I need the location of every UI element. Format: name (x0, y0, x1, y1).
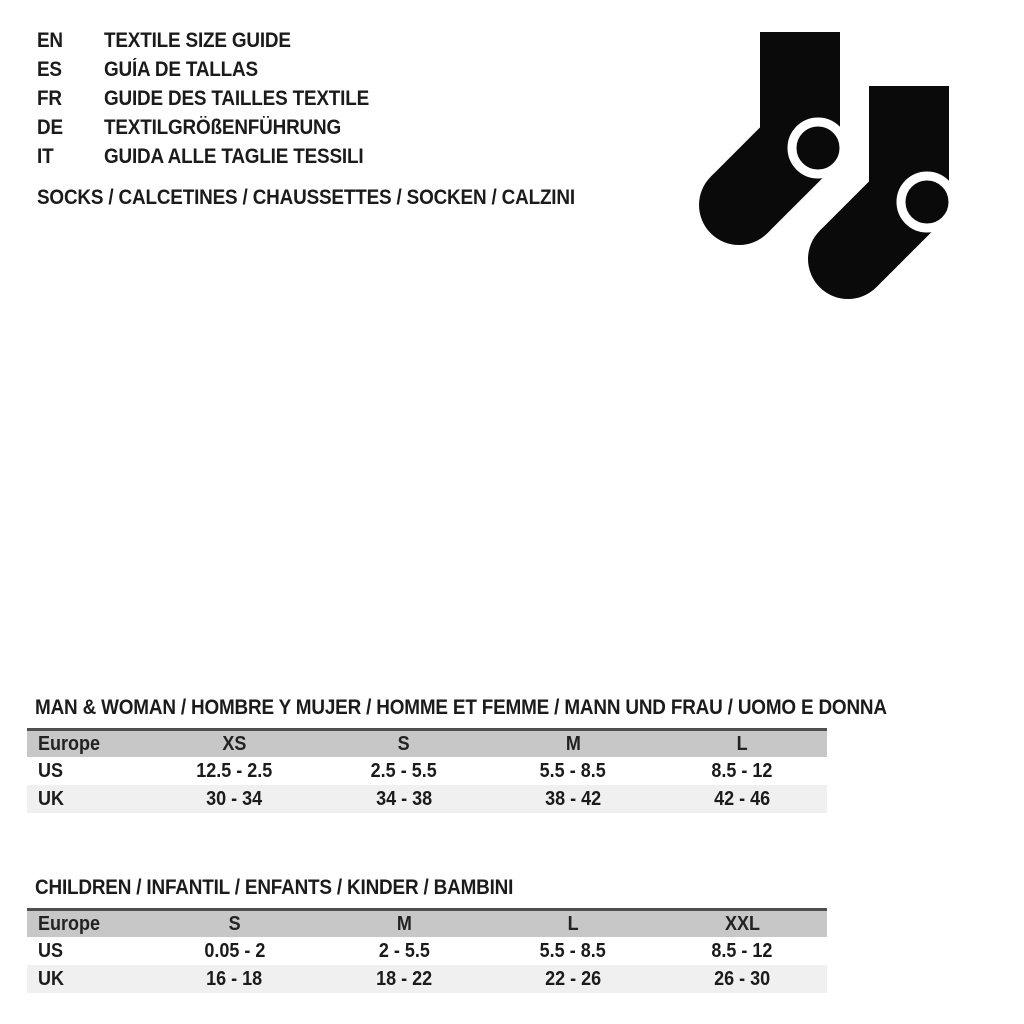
size-value-cell (658, 788, 827, 811)
language-code-text: IT (37, 145, 54, 168)
product-category-text: SOCKS / CALCETINES / CHAUSSETTES / SOCKEN / CALZINI (37, 186, 575, 209)
children-table-title (35, 877, 566, 899)
language-code (37, 84, 104, 113)
row-label-uk (27, 788, 150, 811)
size-value-text: 34 - 38 (375, 787, 432, 810)
product-category-line (37, 187, 635, 209)
size-value-cell (319, 968, 488, 991)
size-value-cell (319, 760, 488, 783)
language-code-text: DE (37, 116, 63, 139)
header-cell-text: M (396, 912, 412, 935)
size-value-cell (658, 940, 827, 963)
language-code (37, 26, 104, 55)
language-row-en (37, 26, 398, 55)
language-code (37, 55, 104, 84)
column-header-size-m (489, 733, 658, 756)
language-code (37, 142, 104, 171)
size-value-cell (150, 940, 319, 963)
size-value-text: 22 - 26 (545, 967, 602, 990)
row-label-us (27, 940, 150, 963)
column-header-size-l (489, 913, 658, 936)
size-value-cell (489, 940, 658, 963)
size-value-cell (150, 968, 319, 991)
size-value-text: 16 - 18 (206, 967, 263, 990)
language-row-fr (37, 84, 398, 113)
column-header-size-m (319, 913, 488, 936)
guide-title-fr: GUIDE DES TAILLES TEXTILE (104, 87, 370, 110)
language-code-text: FR (37, 87, 62, 110)
size-value-text: 0.05 - 2 (204, 939, 266, 962)
table-row-us (27, 937, 827, 965)
column-header-size-l (658, 733, 827, 756)
table-header-row (27, 911, 827, 937)
size-value-text: 5.5 - 8.5 (540, 759, 607, 782)
column-header-size-xs (150, 733, 319, 756)
sock-back (699, 32, 844, 245)
language-row-es (37, 55, 398, 84)
size-value-text: 42 - 46 (714, 787, 771, 810)
size-value-cell (150, 760, 319, 783)
size-value-cell (658, 968, 827, 991)
socks-icon (677, 32, 952, 302)
row-label-text: UK (38, 787, 65, 810)
size-value-cell (150, 788, 319, 811)
size-value-cell (489, 760, 658, 783)
header-cell-text: S (228, 912, 241, 935)
size-table-children (27, 908, 827, 993)
guide-title-de: TEXTILGRÖßENFÜHRUNG (104, 116, 342, 139)
guide-title-en: TEXTILE SIZE GUIDE (104, 29, 291, 52)
size-value-text: 18 - 22 (375, 967, 432, 990)
header-cell-text: S (397, 732, 410, 755)
header-cell-text: XS (222, 732, 247, 755)
table-row-uk (27, 785, 827, 813)
language-row-it (37, 142, 398, 171)
column-header-size-xxl (658, 913, 827, 936)
row-label-text: UK (38, 967, 65, 990)
size-value-cell (489, 788, 658, 811)
size-value-text: 26 - 30 (714, 967, 771, 990)
column-header-size-s (319, 733, 488, 756)
size-value-text: 38 - 42 (545, 787, 602, 810)
guide-title-it: GUIDA ALLE TAGLIE TESSILI (104, 145, 364, 168)
size-value-cell (319, 788, 488, 811)
size-value-cell (489, 968, 658, 991)
header-cell-text: L (736, 732, 748, 755)
children-table-title-text: CHILDREN / INFANTIL / ENFANTS / KINDER / BAMBINI (35, 876, 514, 899)
header-cell-text: M (565, 732, 581, 755)
column-header-size-s (150, 913, 319, 936)
row-label-text: US (38, 939, 64, 962)
size-value-text: 30 - 34 (206, 787, 263, 810)
column-header-region (27, 913, 150, 936)
size-value-cell (658, 760, 827, 783)
row-label-text: US (38, 759, 64, 782)
table-row-uk (27, 965, 827, 993)
guide-title-es: GUÍA DE TALLAS (104, 58, 258, 81)
language-title-block (37, 26, 398, 171)
row-label-us (27, 760, 150, 783)
size-table-man-woman (27, 728, 827, 813)
size-value-text: 2 - 5.5 (378, 939, 430, 962)
language-code-text: ES (37, 58, 62, 81)
column-header-region (27, 733, 150, 756)
table-header-row (27, 731, 827, 757)
man-woman-table-title-text: MAN & WOMAN / HOMBRE Y MUJER / HOMME ET FEMME / MANN UND FRAU / UOMO E DONNA (35, 696, 887, 719)
size-value-text: 5.5 - 8.5 (540, 939, 607, 962)
man-woman-table-title (35, 697, 982, 719)
size-value-text: 12.5 - 2.5 (196, 759, 273, 782)
size-value-text: 8.5 - 12 (711, 759, 773, 782)
size-value-cell (319, 940, 488, 963)
header-cell-text: L (567, 912, 579, 935)
size-value-text: 2.5 - 5.5 (370, 759, 437, 782)
row-label-uk (27, 968, 150, 991)
language-code (37, 113, 104, 142)
language-code-text: EN (37, 29, 63, 52)
size-value-text: 8.5 - 12 (711, 939, 773, 962)
header-cell-text: Europe (38, 912, 101, 935)
header-cell-text: XXL (724, 912, 760, 935)
language-row-de (37, 113, 398, 142)
table-row-us (27, 757, 827, 785)
header-cell-text: Europe (38, 732, 101, 755)
